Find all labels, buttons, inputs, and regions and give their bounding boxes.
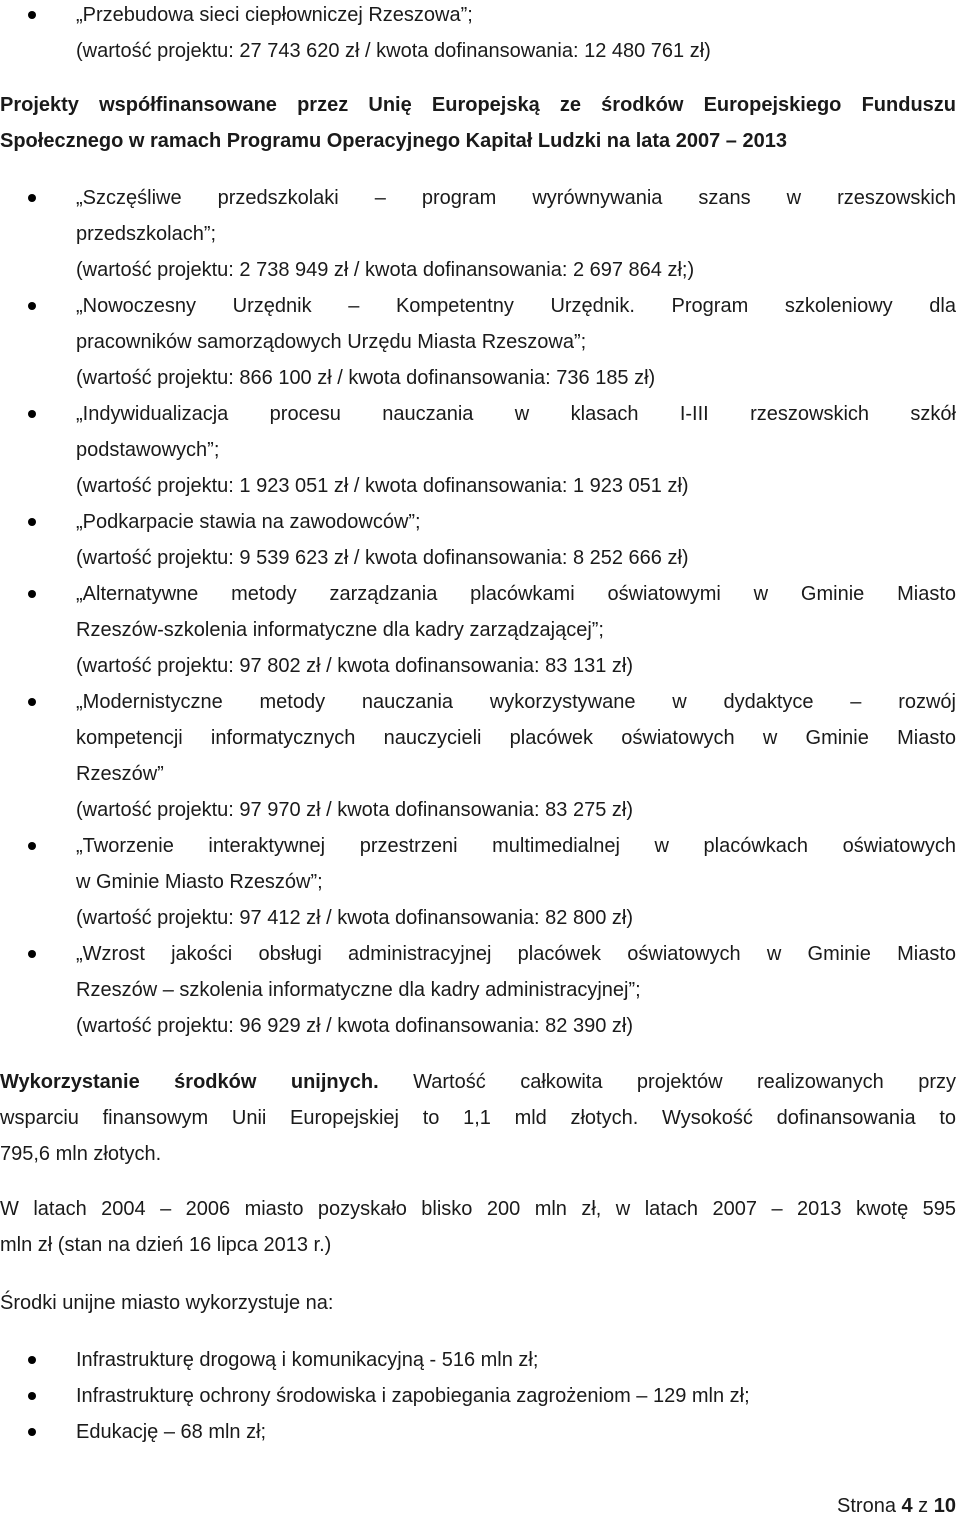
bullet-icon [28, 950, 36, 958]
project-title-line: „Podkarpacie stawia na zawodowców”; [76, 511, 421, 533]
summary-lead: Wykorzystanie środków unijnych. [0, 1071, 379, 1093]
project-value: (wartość projektu: 97 412 zł / kwota dofinansowania: 82 800 zł) [76, 907, 633, 929]
bullet-icon [28, 11, 36, 19]
section-heading-line: Projekty współfinansowane przez Unię Europejską ze środków Europejskiego Funduszu [0, 94, 956, 116]
bullet-icon [28, 194, 36, 202]
project-title-line: przedszkolach”; [76, 223, 217, 245]
usage-item: Infrastrukturę drogową i komunikacyjną - 516 mln zł; [76, 1349, 539, 1371]
bullet-icon [28, 518, 36, 526]
project-title: „Przebudowa sieci ciepłowniczej Rzeszowa”; [76, 4, 473, 26]
project-value: (wartość projektu: 866 100 zł / kwota dofinansowania: 736 185 zł) [76, 367, 656, 389]
current-page: 4 [901, 1495, 913, 1517]
project-value: (wartość projektu: 1 923 051 zł / kwota dofinansowania: 1 923 051 zł) [76, 475, 689, 497]
project-title-line: „Szczęśliwe przedszkolaki – program wyrównywania szans w rzeszowskich [76, 187, 956, 209]
project-title-line: „Nowoczesny Urzędnik – Kompetentny Urzędnik. Program szkoleniowy dla [76, 295, 956, 317]
bullet-icon [28, 842, 36, 850]
project-title-line: pracowników samorządowych Urzędu Miasta Rzeszowa”; [76, 331, 587, 353]
project-title-line: w Gminie Miasto Rzeszów”; [76, 871, 323, 893]
bullet-icon [28, 410, 36, 418]
section-heading-line: Społecznego w ramach Programu Operacyjnego Kapitał Ludzki na lata 2007 – 2013 [0, 130, 787, 152]
bullet-icon [28, 1356, 36, 1364]
bullet-icon [28, 302, 36, 310]
project-value: (wartość projektu: 97 802 zł / kwota dofinansowania: 83 131 zł) [76, 655, 633, 677]
project-title-line: „Alternatywne metody zarządzania placówkami oświatowymi w Gminie Miasto [76, 583, 956, 605]
bullet-icon [28, 590, 36, 598]
bullet-icon [28, 1428, 36, 1436]
periods-line: W latach 2004 – 2006 miasto pozyskało blisko 200 mln zł, w latach 2007 – 2013 kwotę 595 [0, 1198, 956, 1220]
project-title-line: Rzeszów – szkolenia informatyczne dla kadry administracyjnej”; [76, 979, 641, 1001]
summary-line [0, 1069, 956, 1095]
project-title-line: Rzeszów-szkolenia informatyczne dla kadry zarządzającej”; [76, 619, 604, 641]
project-value: (wartość projektu: 27 743 620 zł / kwota dofinansowania: 12 480 761 zł) [76, 40, 711, 62]
bullet-icon [28, 1392, 36, 1400]
summary-line: wsparciu finansowym Unii Europejskiej to 1,1 mld złotych. Wysokość dofinansowania to [0, 1107, 956, 1129]
periods-line: mln zł (stan na dzień 16 lipca 2013 r.) [0, 1234, 332, 1256]
project-value: (wartość projektu: 97 970 zł / kwota dofinansowania: 83 275 zł) [76, 799, 633, 821]
project-title-line: podstawowych”; [76, 439, 220, 461]
project-title-line: Rzeszów” [76, 763, 164, 785]
bullet-icon [28, 698, 36, 706]
project-title-line: „Tworzenie interaktywnej przestrzeni multimedialnej w placówkach oświatowych [76, 835, 956, 857]
total-pages: 10 [933, 1495, 956, 1517]
project-title-line: „Modernistyczne metody nauczania wykorzystywane w dydaktyce – rozwój [76, 691, 956, 713]
summary-text: Wartość całkowita projektów realizowanych przy [378, 1071, 956, 1093]
usage-item: Infrastrukturę ochrony środowiska i zapobiegania zagrożeniom – 129 mln zł; [76, 1385, 750, 1407]
usage-intro: Środki unijne miasto wykorzystuje na: [0, 1292, 334, 1314]
project-value: (wartość projektu: 2 738 949 zł / kwota dofinansowania: 2 697 864 zł;) [76, 259, 695, 281]
summary-line: 795,6 mln złotych. [0, 1143, 162, 1165]
project-title-line: „Wzrost jakości obsługi administracyjnej placówek oświatowych w Gminie Miasto [76, 943, 956, 965]
page-number: Strona 4 z 10 [837, 1495, 956, 1517]
project-value: (wartość projektu: 96 929 zł / kwota dofinansowania: 82 390 zł) [76, 1015, 633, 1037]
project-title-line: kompetencji informatycznych nauczycieli placówek oświatowych w Gminie Miasto [76, 727, 956, 749]
project-title-line: „Indywidualizacja procesu nauczania w klasach I-III rzeszowskich szkół [76, 403, 956, 425]
usage-item: Edukację – 68 mln zł; [76, 1421, 267, 1443]
project-value: (wartość projektu: 9 539 623 zł / kwota dofinansowania: 8 252 666 zł) [76, 547, 689, 569]
